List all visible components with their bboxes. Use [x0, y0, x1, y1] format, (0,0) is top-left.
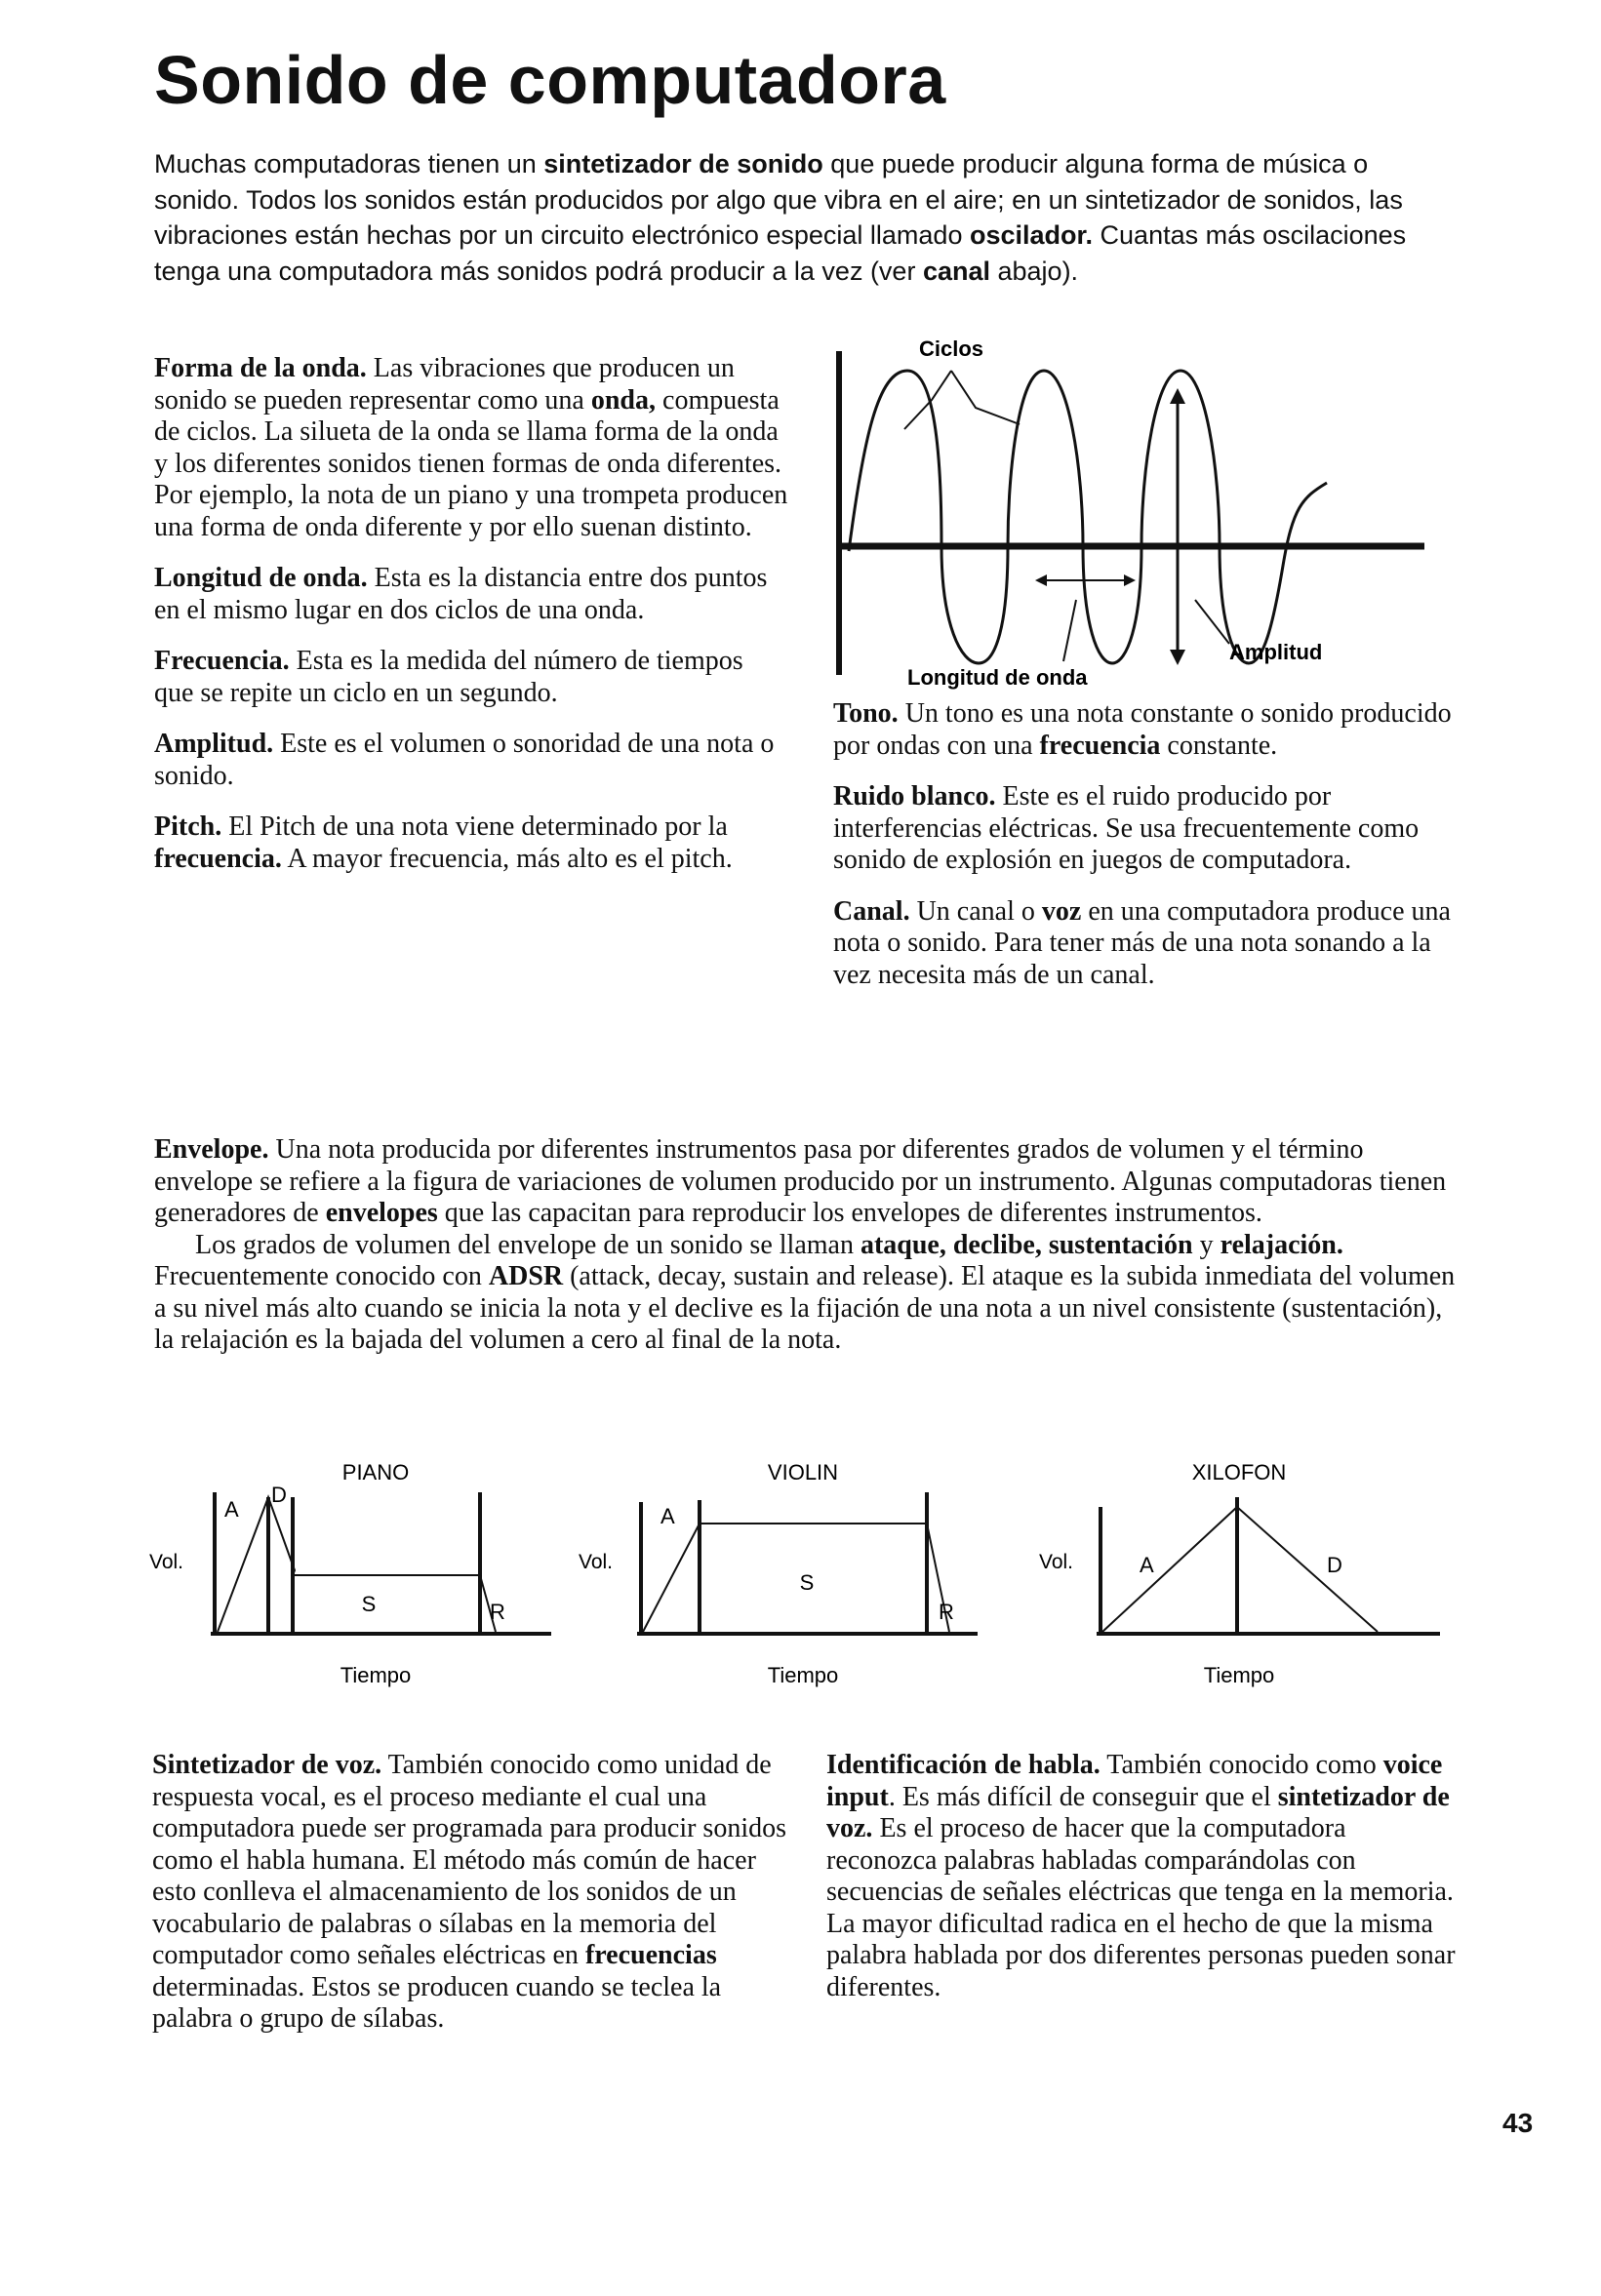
intro-bold-term: oscilador.: [969, 220, 1094, 250]
cycles-pointer-left: [904, 371, 951, 429]
definition-text: en una computadora produce una nota o sonido. Para tener más de una nota sonando a la vez necesita más de un canal.: [833, 895, 1451, 990]
x-axis-label: Tiempo: [340, 1663, 412, 1687]
cycles-pointer-right: [951, 371, 1020, 424]
bold-term: onda,: [590, 384, 657, 416]
adsr-envelope-line: [218, 1497, 496, 1632]
definition-text: Un tono es una nota constante o sonido producido por ondas con una: [833, 698, 1452, 761]
definition-pitch: [154, 812, 788, 875]
definition-text: Un canal o: [909, 895, 1042, 927]
sustain-label: S: [799, 1570, 815, 1595]
term: Pitch.: [154, 812, 222, 842]
definition-text: También conocido como unidad de respuesta vocal, es el proceso mediante el cual una computadora puede ser programada para producir sonidos como el habla humana. El método más común de hacer esto conlleva el almacenamiento de los sonidos de un vocabulario de palabras o sílabas en la memoria del computador como señales eléctricas en: [152, 1750, 786, 1970]
definition-canal: [833, 896, 1467, 992]
envelope-paragraph-2: [154, 1230, 1466, 1357]
release-label: R: [490, 1600, 505, 1624]
term: Identificación de habla.: [826, 1750, 1101, 1780]
envelope-chart-xilofon: [1015, 1453, 1454, 1697]
intro-bold-term: sintetizador de sonido: [543, 149, 823, 178]
wavelength-label: Longitud de onda: [907, 665, 1088, 690]
intro-text: abajo).: [990, 256, 1079, 286]
sustain-label: S: [361, 1592, 377, 1616]
bold-term: relajación.: [1220, 1229, 1343, 1260]
envelope-section: [154, 1134, 1466, 1357]
attack-label: A: [660, 1504, 675, 1528]
term: Frecuencia.: [154, 646, 290, 676]
waveform-diagram: [834, 332, 1468, 693]
definition-text: Es el proceso de hacer que la computadora reconozca palabras habladas comparándolas con secuencias de señales eléctricas que tenga en la memoria. La mayor dificultad radica en el hecho de que la misma palabra hablada por dos diferentes personas pueden sonar diferentes.: [826, 1813, 1456, 2002]
bold-term: envelopes: [325, 1198, 438, 1228]
page-title: Sonido de computadora: [154, 42, 946, 118]
bold-term: frecuencia.: [154, 843, 282, 874]
definition-longitud-de-onda: [154, 563, 788, 626]
bold-term: voz: [1041, 895, 1082, 927]
definition-text: Frecuentemente conocido con: [154, 1261, 489, 1291]
page-number: 43: [1502, 2108, 1534, 2138]
x-axis-label: Tiempo: [1203, 1663, 1275, 1687]
instrument-label: XILOFON: [1191, 1460, 1287, 1484]
definition-text: que las capacitan para reproducir los envelopes de diferentes instrumentos.: [437, 1198, 1262, 1228]
bold-term: ADSR: [488, 1261, 564, 1291]
sine-wave: [849, 371, 1327, 663]
decay-label: D: [271, 1483, 287, 1507]
term: Sintetizador de voz.: [152, 1750, 382, 1780]
definition-ruido-blanco: [833, 781, 1467, 877]
term: Canal.: [833, 895, 910, 927]
definition-tono: [833, 698, 1467, 762]
envelope-chart-violin: [551, 1453, 990, 1697]
definition-text: y: [1192, 1229, 1221, 1260]
adsr-envelope-line: [643, 1524, 949, 1632]
definition-text: Los grados de volumen del envelope de un sonido se llaman: [195, 1229, 861, 1260]
definition-text: Las vibraciones que producen un sonido se pueden representar como una: [154, 353, 735, 416]
term: Ruido blanco.: [833, 781, 996, 812]
definition-text: . Es más difícil de conseguir que el: [888, 1781, 1278, 1812]
amplitude-arrowhead-bottom: [1170, 650, 1185, 665]
definition-text: Este es el volumen o sonoridad de una nota o sonido.: [154, 729, 775, 791]
term: Longitud de onda.: [154, 563, 368, 593]
term: Forma de la onda.: [154, 353, 367, 383]
attack-label: A: [1140, 1553, 1154, 1577]
wavelength-pointer: [1063, 600, 1076, 661]
envelope-paragraph-1: [154, 1134, 1466, 1230]
definition-text: Una nota producida por diferentes instrumentos pasa por diferentes grados de volumen y el término envelope se refiere a la figura de variaciones de volumen producido por un instrumento. Algunas computadoras tienen generadores de: [154, 1134, 1447, 1228]
amplitude-label: Amplitud: [1229, 640, 1323, 664]
right-column: [833, 698, 1467, 991]
definition-text: constante.: [1160, 730, 1278, 761]
definition-amplitud: [154, 729, 788, 792]
bold-term: ataque, declibe, sustentación: [860, 1229, 1193, 1260]
amplitude-arrowhead-top: [1170, 388, 1185, 404]
intro-text: Cuantas más oscilaciones tenga una computadora más sonidos podrá producir a la vez (ver: [154, 220, 1407, 286]
left-column: [154, 353, 788, 875]
instrument-label: PIANO: [341, 1460, 410, 1484]
intro-bold-term: canal: [922, 256, 990, 286]
definition-text: Este es el ruido producido por interferencias eléctricas. Se usa frecuentemente como sonido de explosión en juegos de computadora.: [833, 781, 1420, 875]
definition-text: Esta es la distancia entre dos puntos en el mismo lugar en dos ciclos de una onda.: [154, 563, 768, 625]
definition-text: determinadas. Estos se producen cuando se teclea la palabra o grupo de sílabas.: [152, 1971, 722, 2034]
cycles-label: Ciclos: [918, 336, 984, 361]
y-axis-label: Vol.: [148, 1551, 183, 1573]
definition-forma-de-onda: [154, 353, 788, 543]
release-label: R: [939, 1600, 954, 1624]
definition-identificacion-de-habla: [826, 1750, 1461, 2003]
term: Envelope.: [154, 1134, 269, 1165]
definition-text: (attack, decay, sustain and release). El ataque es la subida inmediata del volumen a su nivel más alto cuando se inicia la nota y el declive es la fijación de una nota a un nivel consistente (sustentación), la relajación es la bajada del volumen a cero al final de la nota.: [154, 1261, 1456, 1355]
definition-text: A mayor frecuencia, más alto es el pitch.: [281, 843, 733, 874]
definition-text: Esta es la medida del número de tiempos que se repite un ciclo en un segundo.: [154, 646, 743, 708]
definition-text: El Pitch de una nota viene determinado por la: [221, 812, 728, 842]
bold-term: frecuencias: [584, 1940, 717, 1970]
instrument-label: VIOLIN: [767, 1460, 839, 1484]
attack-label: A: [224, 1497, 239, 1522]
wavelength-arrowhead-right: [1124, 574, 1136, 586]
bold-term: sintetizador de voz.: [826, 1781, 1450, 1843]
y-axis-label: Vol.: [578, 1551, 613, 1573]
x-axis-label: Tiempo: [767, 1663, 839, 1687]
intro-text: Muchas computadoras tienen un: [154, 149, 544, 178]
wavelength-arrowhead-left: [1035, 574, 1047, 586]
decay-label: D: [1327, 1553, 1342, 1577]
definition-sintetizador-de-voz: [152, 1750, 788, 2036]
y-axis-label: Vol.: [1038, 1551, 1073, 1573]
definition-text: También conocido como: [1100, 1750, 1383, 1780]
bold-term: frecuencia: [1039, 730, 1161, 761]
bold-term: voice input: [826, 1750, 1443, 1812]
definition-frecuencia: [154, 646, 788, 709]
intro-text: que puede producir alguna forma de música o sonido. Todos los sonidos están producidos por algo que vibra en el aire; en un sintetizador de sonidos, las vibraciones están hechas por un circuito electrónico especial llamado: [154, 149, 1403, 250]
intro-paragraph: [154, 146, 1452, 289]
term: Tono.: [833, 698, 899, 729]
term: Amplitud.: [154, 729, 274, 759]
definition-text: compuesta de ciclos. La silueta de la onda se llama forma de la onda y los diferentes sonidos tienen formas de onda diferentes. Por ejemplo, la nota de un piano y una trompeta producen una forma de onda diferente y por ello suenan distinto.: [154, 384, 788, 542]
envelope-chart-piano: [127, 1453, 566, 1697]
